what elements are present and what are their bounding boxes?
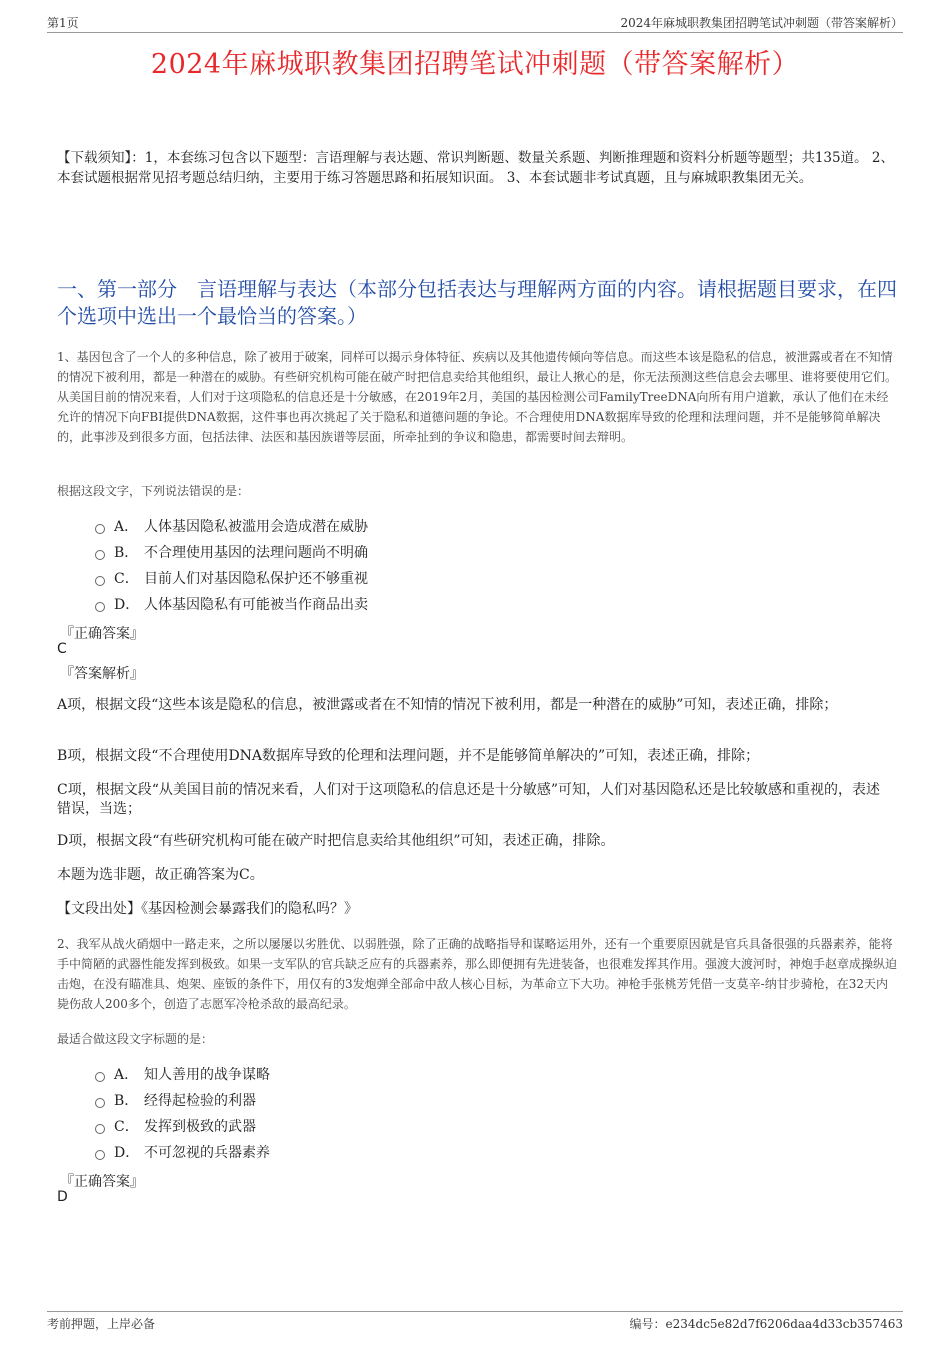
page-number: 第1页 bbox=[47, 16, 79, 30]
footer-doc-id: 编号：e234dc5e82d7f6206daa4d33cb357463 bbox=[629, 1317, 903, 1331]
analysis-paragraph-a: A项，根据文段“这些本该是隐私的信息，被泄露或者在不知情的情况下被利用，都是一种潜在的威胁”可知，表述正确，排除； bbox=[57, 697, 838, 713]
radio-icon[interactable] bbox=[95, 550, 105, 560]
header-doc-title: 2024年麻城职教集团招聘笔试冲刺题（带答案解析） bbox=[620, 16, 903, 30]
analysis-conclusion: 本题为选非题，故正确答案为C。 bbox=[57, 867, 264, 883]
question-1-answer: C bbox=[57, 641, 67, 657]
question-2-option-d[interactable]: D． 不可忽视的兵器素养 bbox=[95, 1139, 270, 1165]
question-1-option-b[interactable]: B． 不合理使用基因的法理问题尚不明确 bbox=[95, 539, 368, 565]
question-1-stem: 根据这段文字，下列说法错误的是： bbox=[57, 484, 250, 498]
download-notice: 【下载须知】：1，本套练习包含以下题型：言语理解与表达题、常识判断题、数量关系题、判断推理题和资料分析题等题型；共135道。 2、本套试题根据常见招考题总结归纳，主要用于练习答题思路和拓展知识面。 3、本套试题非考试真题，且与麻城职教集团无关。 bbox=[57, 150, 894, 186]
analysis-paragraph-b: B项，根据文段“不合理使用DNA数据库导致的伦理和法理问题，并不是能够简单解决的”可知，表述正确，排除； bbox=[57, 748, 760, 764]
radio-icon[interactable] bbox=[95, 602, 105, 612]
question-1-answer-label: 『正确答案』 bbox=[60, 626, 144, 642]
radio-icon[interactable] bbox=[95, 524, 105, 534]
question-1-options bbox=[95, 513, 368, 617]
radio-icon[interactable] bbox=[95, 1072, 105, 1082]
question-1-option-c[interactable]: C． 目前人们对基因隐私保护还不够重视 bbox=[95, 565, 368, 591]
question-2-option-a[interactable]: A． 知人善用的战争谋略 bbox=[95, 1061, 270, 1087]
analysis-paragraph-d: D项，根据文段“有些研究机构可能在破产时把信息卖给其他组织”可知，表述正确，排除。 bbox=[57, 833, 615, 849]
footer-slogan: 考前押题，上岸必备 bbox=[47, 1317, 156, 1331]
radio-icon[interactable] bbox=[95, 1150, 105, 1160]
section-heading: 一、第一部分 言语理解与表达（本部分包括表达与理解两方面的内容。请根据题目要求，在四个选项中选出一个最恰当的答案。） bbox=[57, 277, 897, 328]
page-header bbox=[47, 14, 903, 33]
question-2-option-b[interactable]: B． 经得起检验的利器 bbox=[95, 1087, 270, 1113]
question-1-option-d[interactable]: D． 人体基因隐私有可能被当作商品出卖 bbox=[95, 591, 368, 617]
radio-icon[interactable] bbox=[95, 1098, 105, 1108]
analysis-source: 【文段出处】《基因检测会暴露我们的隐私吗？》 bbox=[57, 901, 358, 917]
analysis-paragraph-c: C项，根据文段“从美国目前的情况来看，人们对于这项隐私的信息还是十分敏感”可知，人们对基因隐私还是比较敏感和重视的，表述错误，当选； bbox=[57, 782, 881, 817]
question-2-options bbox=[95, 1061, 270, 1165]
question-2-passage: 2、我军从战火硝烟中一路走来，之所以屡屡以劣胜优、以弱胜强，除了正确的战略指导和谋略运用外，还有一个重要原因就是官兵具备很强的兵器素养，能将手中简陋的武器性能发挥到极致。如果一支军队的官兵缺乏应有的兵器素养，那么即便拥有先进装备，也很难发挥其作用。强渡大渡河时，神炮手赵章成操纵迫击炮，在没有瞄准具、炮架、座钣的条件下，用仅有的3发炮弹全部命中敌人核心目标，为革命立下大功。神枪手张桃芳凭借一支莫辛-纳甘步骑枪，在32天内毙伤敌人200多个，创造了志愿军冷枪杀敌的最高纪录。 bbox=[57, 937, 898, 1011]
question-1-analysis-label: 『答案解析』 bbox=[60, 666, 144, 682]
question-2-answer: D bbox=[57, 1189, 68, 1205]
question-2-stem: 最适合做这段文字标题的是： bbox=[57, 1032, 214, 1046]
question-1-option-a[interactable]: A． 人体基因隐私被滥用会造成潜在威胁 bbox=[95, 513, 368, 539]
page-footer bbox=[47, 1311, 903, 1332]
document-title: 2024年麻城职教集团招聘笔试冲刺题（带答案解析） bbox=[150, 49, 800, 80]
radio-icon[interactable] bbox=[95, 576, 105, 586]
question-1-passage: 1、基因包含了一个人的多种信息，除了被用于破案，同样可以揭示身体特征、疾病以及其他遗传倾向等信息。而这些本该是隐私的信息，被泄露或者在不知情的情况下被利用，都是一种潜在的威胁。有些研究机构可能在破产时把信息卖给其他组织，最让人揪心的是，你无法预测这些信息会去哪里、谁将要使用它们。从美国目前的情况来看，人们对于这项隐私的信息还是十分敏感，在2019年2月，美国的基因检测公司FamilyTreeDNA向所有用户道歉，承认了他们在未经允许的情况下向FBI提供DNA数据，这件事也再次挑起了关于隐私和道德问题的争论。不合理使用DNA数据库导致的伦理和法理问题，并不是能够简单解决的，此事涉及到很多方面，包括法律、法医和基因族谱等层面，所牵扯到的争议和隐患，都需要时间去辩明。 bbox=[57, 350, 898, 444]
question-2-option-c[interactable]: C． 发挥到极致的武器 bbox=[95, 1113, 270, 1139]
question-2-answer-label: 『正确答案』 bbox=[60, 1174, 144, 1190]
radio-icon[interactable] bbox=[95, 1124, 105, 1134]
